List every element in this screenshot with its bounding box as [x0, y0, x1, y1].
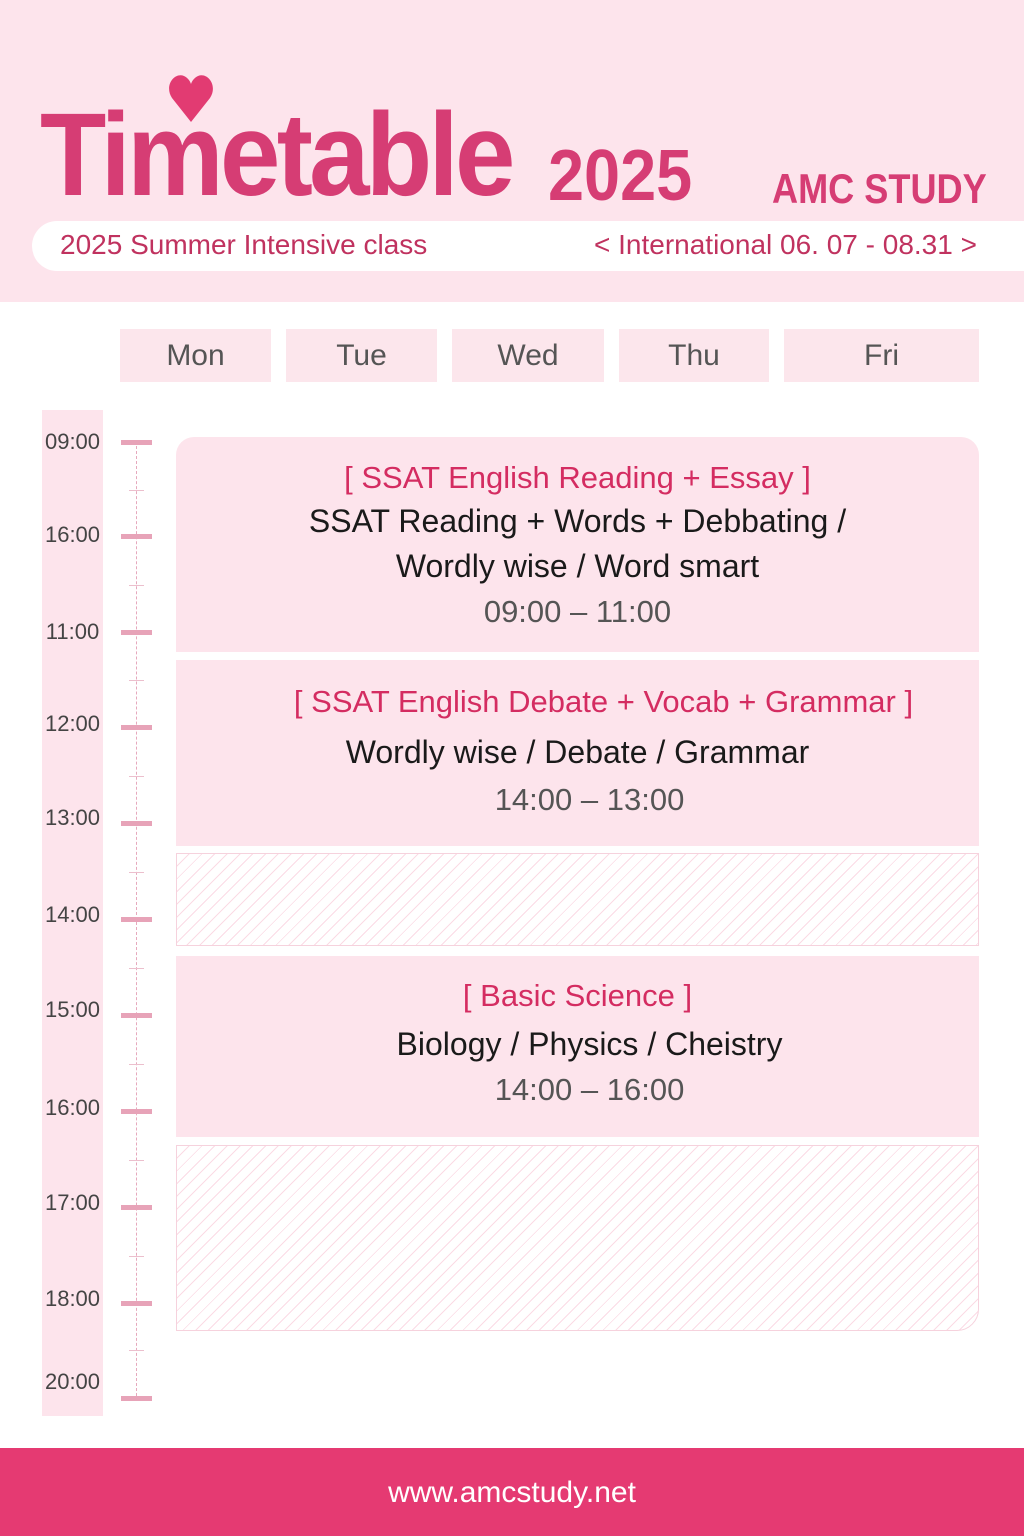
hour-tick [121, 917, 152, 922]
hour-tick [121, 1301, 152, 1306]
course-time: 14:00 – 16:00 [494, 1072, 685, 1107]
time-label: 11:00 [45, 619, 100, 644]
brand-name: AMC STUDY [772, 165, 987, 212]
class-block[interactable] [176, 437, 979, 652]
time-label: 16:00 [44, 522, 101, 547]
hour-tick [121, 821, 152, 826]
empty-slot [176, 853, 979, 946]
half-hour-tick [129, 1350, 144, 1351]
course-topics: Wordly wise / Debate / Grammar [345, 734, 810, 770]
time-label: 15:00 [44, 997, 101, 1022]
day-header-thu: Thu [619, 329, 769, 382]
hour-tick [121, 440, 152, 445]
course-time: 09:00 – 11:00 [483, 594, 672, 629]
hour-tick [121, 1109, 152, 1114]
time-label: 13:00 [44, 805, 101, 830]
subtitle: 2025 Summer Intensive class [60, 229, 428, 260]
time-label: 12:00 [44, 711, 101, 736]
course-title: [ SSAT English Reading + Essay ] [344, 460, 811, 495]
subtitle-bar [32, 221, 1024, 271]
class-block[interactable] [176, 660, 979, 846]
hour-tick [121, 1013, 152, 1018]
course-topics: Biology / Physics / Cheistry [396, 1026, 783, 1062]
time-label: 20:00 [44, 1369, 101, 1394]
half-hour-tick [129, 1256, 144, 1257]
time-label: 14:00 [44, 902, 101, 927]
title-year: 2025 [548, 136, 693, 216]
day-header-tue: Tue [286, 329, 437, 382]
page-title: Timetable [40, 89, 512, 221]
empty-slot [176, 1145, 979, 1331]
half-hour-tick [129, 968, 144, 969]
time-label: 18:00 [44, 1286, 101, 1311]
class-block[interactable] [176, 956, 979, 1137]
half-hour-tick [129, 872, 144, 873]
course-time: 14:00 – 13:00 [494, 782, 685, 817]
half-hour-tick [129, 585, 144, 586]
course-topics: Wordly wise / Word smart [395, 548, 760, 584]
time-label: 09:00 [44, 429, 101, 454]
hour-tick [121, 1205, 152, 1210]
half-hour-tick [129, 1064, 144, 1065]
hour-tick [121, 630, 152, 635]
website-link[interactable]: www.amcstudy.net [388, 1476, 636, 1509]
half-hour-tick [129, 776, 144, 777]
day-header-wed: Wed [452, 329, 604, 382]
course-topics: SSAT Reading + Words + Debbating / [308, 503, 847, 539]
time-label: 16:00 [44, 1095, 101, 1120]
half-hour-tick [129, 1160, 144, 1161]
hour-tick [121, 1396, 152, 1401]
course-title: [ Basic Science ] [462, 978, 693, 1013]
half-hour-tick [129, 680, 144, 681]
hour-tick [121, 534, 152, 539]
course-title: [ SSAT English Debate + Vocab + Grammar ] [293, 684, 914, 719]
header [0, 0, 1024, 302]
date-range: < International 06. 07 - 08.31 > [594, 229, 977, 260]
half-hour-tick [129, 490, 144, 491]
day-header-mon: Mon [120, 329, 271, 382]
time-label: 17:00 [44, 1190, 101, 1215]
hour-tick [121, 725, 152, 730]
day-header-fri: Fri [784, 329, 979, 382]
footer [0, 1448, 1024, 1536]
